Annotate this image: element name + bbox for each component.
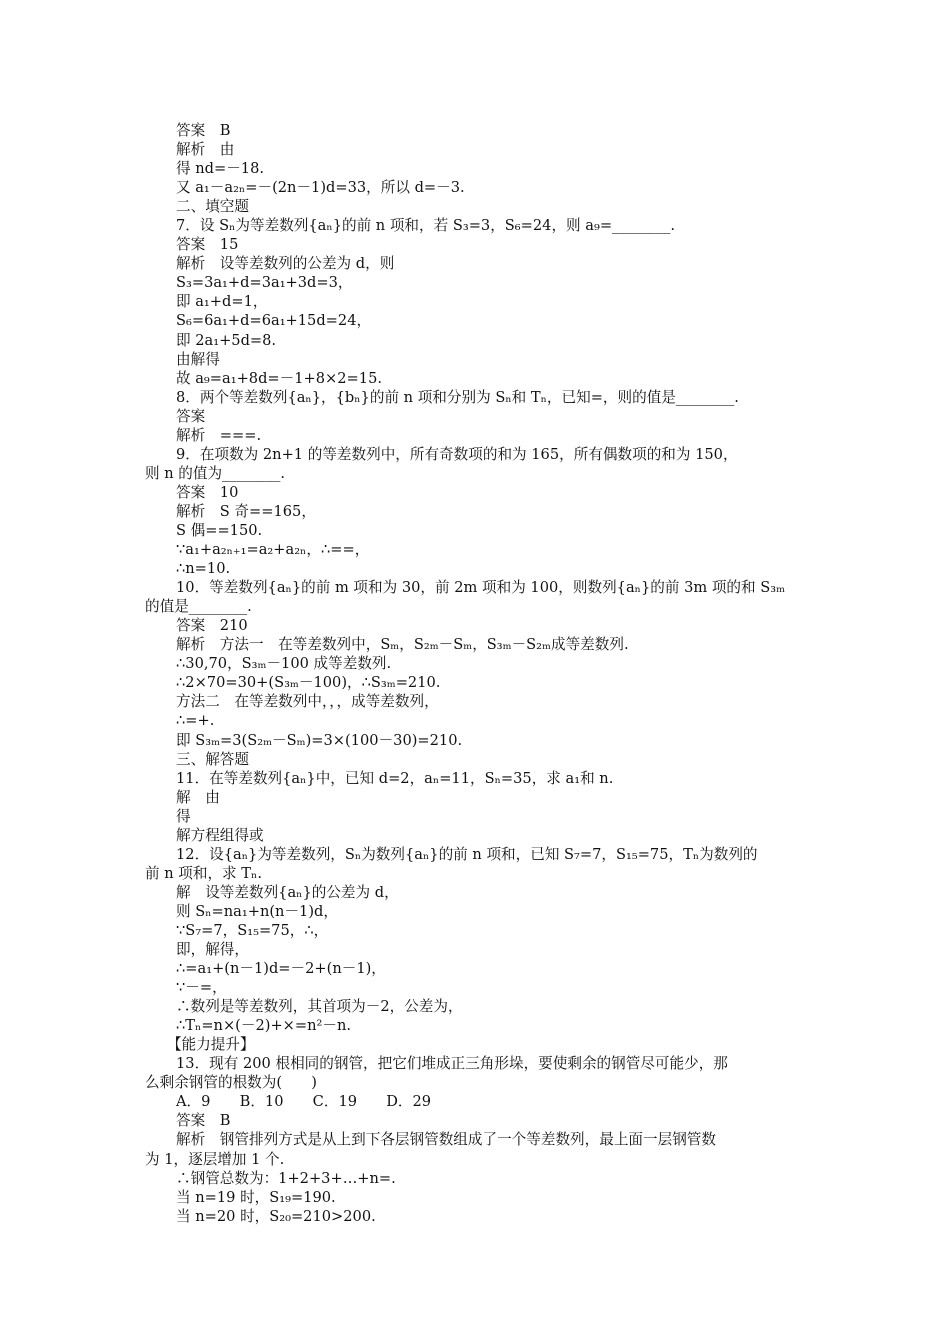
text-line: ∵－=，	[176, 979, 227, 997]
text-line: ∴2×70=30+(S₃ₘ－100)，∴S₃ₘ=210.	[176, 674, 441, 692]
text-line: ∴钢管总数为：1+2+3+…+n=.	[176, 1169, 396, 1187]
answer-line: 答案	[176, 407, 206, 425]
text-line: 即 2a₁+5d=8.	[176, 331, 277, 349]
text-line: ∴n=10.	[176, 560, 231, 578]
question-12-continued: 前 n 项和，求 Tₙ.	[145, 864, 262, 882]
question-13: 13．现有 200 根相同的钢管，把它们堆成正三角形垛，要使剩余的钢管尽可能少，那	[176, 1055, 728, 1073]
question-9: 9．在项数为 2n+1 的等差数列中，所有奇数项的和为 165，所有偶数项的和为 150，	[176, 445, 738, 463]
choice-options: A．9 B．10 C．19 D．29	[176, 1093, 432, 1111]
question-9-continued: 则 n 的值为________.	[145, 464, 286, 482]
section-heading: 二、填空题	[176, 198, 249, 216]
answer-line: 答案 B	[176, 1112, 231, 1130]
ability-heading: 【能力提升】	[167, 1036, 255, 1054]
analysis-line: 解析 钢管排列方式是从上到下各层钢管数组成了一个等差数列，最上面一层钢管数	[176, 1131, 716, 1149]
text-line: S₃=3a₁+d=3a₁+3d=3，	[176, 274, 353, 292]
answer-line: 答案 210	[176, 617, 248, 635]
text-line: ∴数列是等差数列，其首项为－2，公差为，	[176, 998, 463, 1016]
question-11: 11．在等差数列{aₙ}中，已知 d=2，aₙ=11，Sₙ=35，求 a₁和 n.	[176, 769, 614, 787]
answer-line: 答案 15	[176, 236, 239, 254]
text-line: 则 Sₙ=na₁+n(n－1)d，	[176, 902, 338, 920]
question-8: 8．两个等差数列{aₙ}，{bₙ}的前 n 项和分别为 Sₙ和 Tₙ，已知=，则的值是________.	[176, 388, 739, 406]
analysis-continued: 为 1，逐层增加 1 个.	[145, 1150, 285, 1168]
text-line: ∵S₇=7，S₁₅=75，∴，	[176, 921, 329, 939]
section-heading: 三、解答题	[176, 750, 249, 768]
text-line: 由解得	[176, 350, 220, 368]
analysis-line: 解析 设等差数列的公差为 d，则	[176, 255, 395, 273]
question-10: 10．等差数列{aₙ}的前 m 项和为 30，前 2m 项和为 100，则数列{aₙ}的前 3m 项的和 S₃ₘ	[176, 579, 786, 597]
question-10-continued: 的值是________.	[145, 598, 252, 616]
text-line: ∵a₁+a₂ₙ₊₁=a₂+a₂ₙ，∴==，	[176, 541, 370, 559]
text-line: S 偶==150.	[176, 521, 263, 539]
text-line: 当 n=19 时，S₁₉=190.	[176, 1188, 336, 1206]
text-line: 即 S₃ₘ=3(S₂ₘ－Sₘ)=3×(100－30)=210.	[176, 731, 463, 749]
text-line: ∴Tₙ=n×(－2)+×=n²－n.	[176, 1017, 352, 1035]
answer-line: 答案 B	[176, 122, 231, 139]
text-line: 故 a₉=a₁+8d=－1+8×2=15.	[176, 369, 382, 387]
text-line: ∴=+.	[176, 712, 215, 730]
document-body	[145, 121, 810, 1226]
text-line: S₆=6a₁+d=6a₁+15d=24，	[176, 312, 372, 330]
text-line: ∴=a₁+(n－1)d=－2+(n－1)，	[176, 960, 386, 978]
answer-line: 答案 10	[176, 483, 239, 501]
solution-line: 解 设等差数列{aₙ}的公差为 d，	[176, 883, 399, 901]
question-7: 7．设 Sₙ为等差数列{aₙ}的前 n 项和，若 S₃=3，S₆=24，则 a₉=________.	[176, 217, 676, 235]
text-line: 方法二 在等差数列中，，，成等差数列，	[176, 693, 439, 711]
text-line: 即 a₁+d=1，	[176, 293, 268, 311]
solution-line: 解 由	[176, 788, 220, 806]
text-line: 又 a₁－a₂ₙ=－(2n－1)d=33，所以 d=－3.	[176, 179, 465, 197]
text-line: ∴30,70，S₃ₘ－100 成等差数列.	[176, 655, 392, 673]
analysis-line: 解析 ===.	[176, 426, 262, 444]
text-line: 得 nd=－18.	[176, 160, 265, 178]
question-13-continued: 么剩余钢管的根数为( )	[145, 1074, 317, 1092]
text-line: 得	[176, 807, 191, 825]
text-line: 解方程组得或	[176, 826, 264, 844]
analysis-line: 解析 S 奇==165，	[176, 502, 316, 520]
question-12: 12．设{aₙ}为等差数列，Sₙ为数列{aₙ}的前 n 项和，已知 S₇=7，S₁₅=75，Tₙ为数列的	[176, 845, 758, 863]
analysis-line: 解析 由	[176, 141, 235, 159]
text-line: 即，解得，	[176, 941, 249, 959]
analysis-line: 解析 方法一 在等差数列中，Sₘ，S₂ₘ－Sₘ，S₃ₘ－S₂ₘ成等差数列.	[176, 636, 629, 654]
text-line: 当 n=20 时，S₂₀=210>200.	[176, 1207, 376, 1225]
